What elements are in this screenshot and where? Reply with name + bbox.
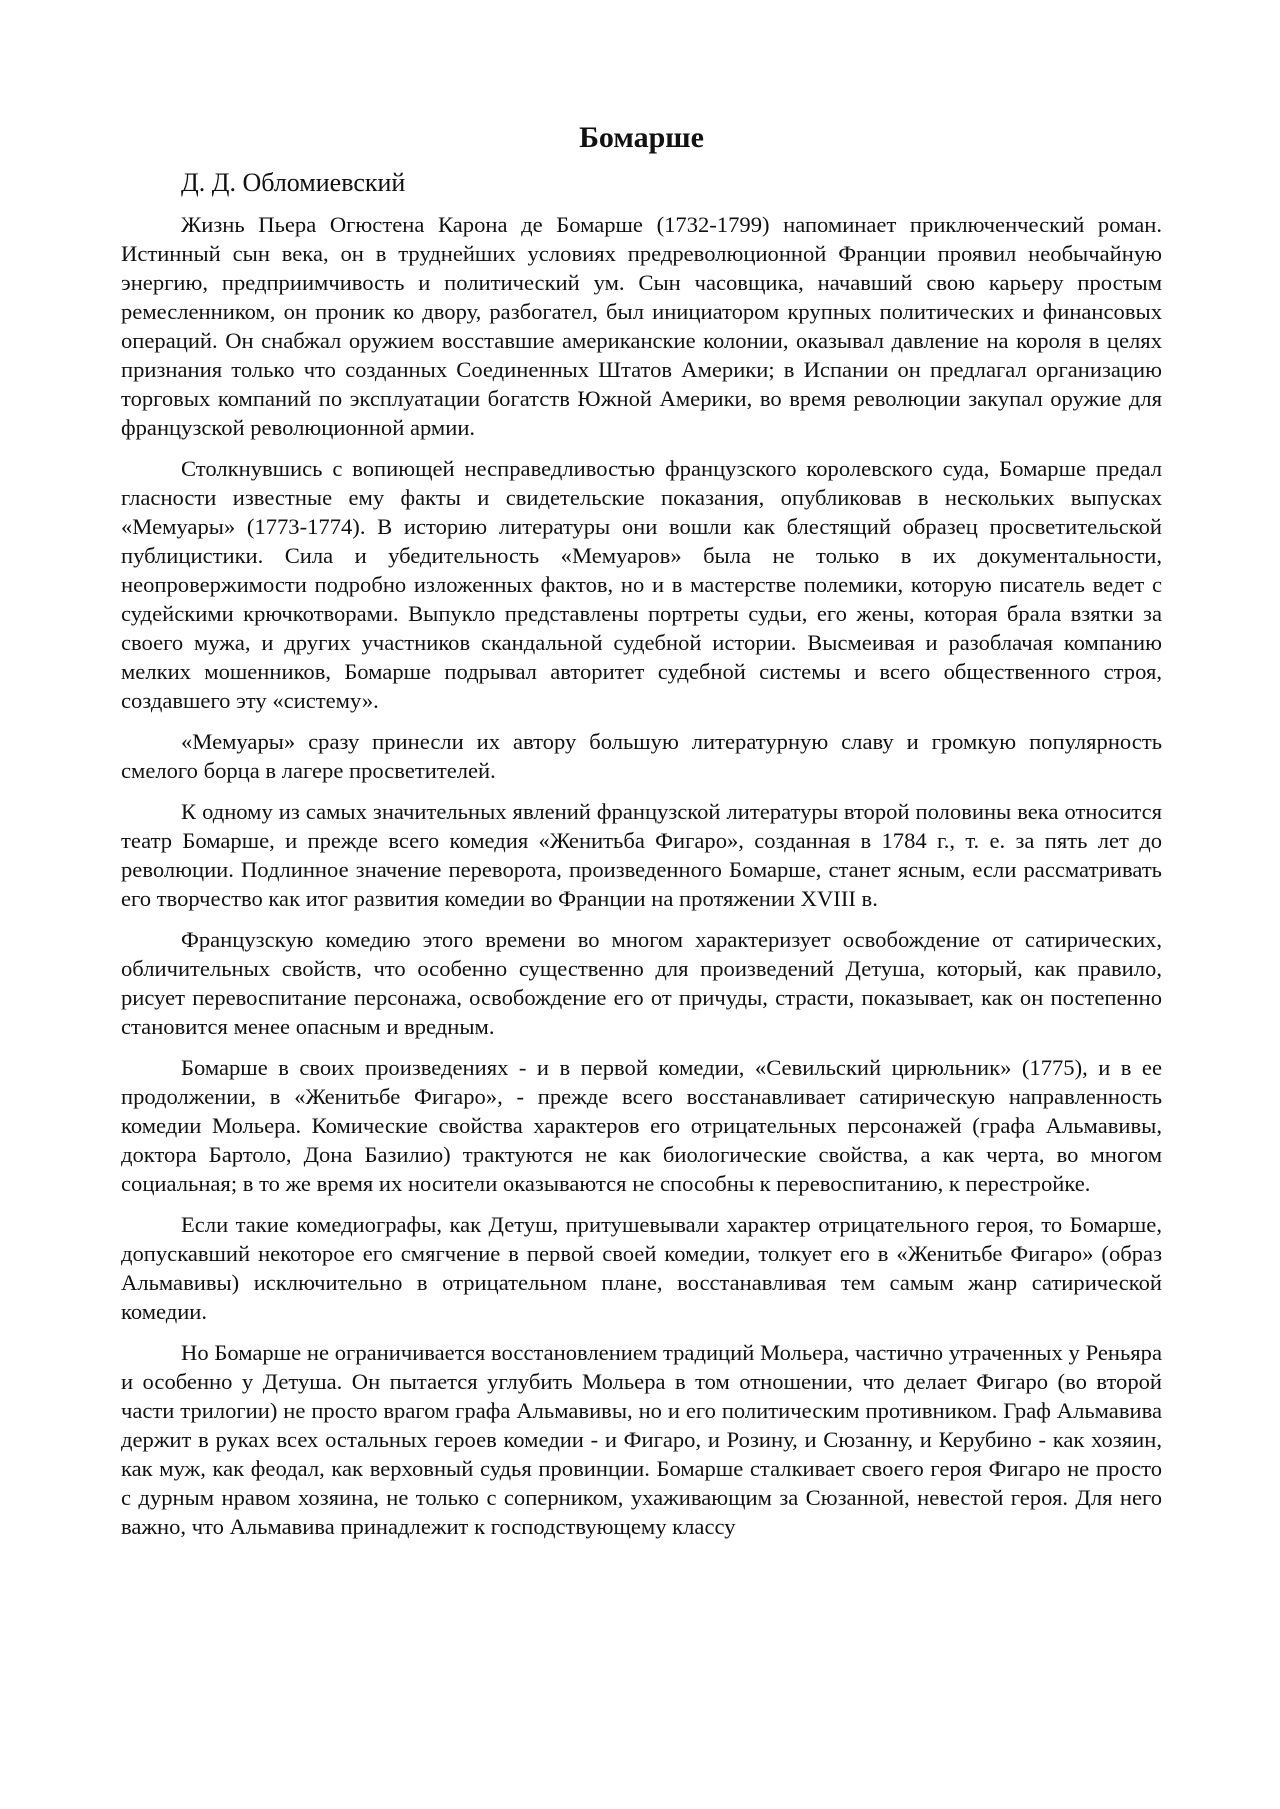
paragraph-7: Если такие комедиографы, как Детуш, притушевывали характер отрицательного героя, то Бомарше, допускавший некоторое его смягчение в первой своей комедии, толкует его в «Женитьбе Фигаро» (образ Альмавивы) исключительно в отрицательном плане, восстанавливая тем самым жанр сатирической комедии. [121,1212,1162,1324]
document-page [121,118,1162,1553]
paragraph-1: Жизнь Пьера Огюстена Карона де Бомарше (1732-1799) напоминает приключенческий роман. Истинный сын века, он в труднейших условиях предреволюционной Франции проявил необычайную энергию, предприимчивость и политический ум. Сын часовщика, начавший свою карьеру простым ремесленником, он проник ко двору, разбогател, был инициатором крупных политических и финансовых операций. Он снабжал оружием восставшие американские колонии, оказывал давление на короля в целях признания только что созданных Соединенных Штатов Америки; в Испании он предлагал организацию торговых компаний по эксплуатации богатств Южной Америки, во время революции закупал оружие для французской революционной армии. [121,212,1162,440]
paragraph-5: Французскую комедию этого времени во многом характеризует освобождение от сатирических, обличительных свойств, что особенно существенно для произведений Детуша, который, как правило, рисует перевоспитание персонажа, освобождение его от причуды, страсти, показывает, как он постепенно становится менее опасным и вредным. [121,927,1162,1039]
document-title: Бомарше [579,121,704,154]
paragraph-2: Столкнувшись с вопиющей несправедливостью французского королевского суда, Бомарше предал гласности известные ему факты и свидетельские показания, опубликовав в нескольких выпусках «Мемуары» (1773-1774). В историю литературы они вошли как блестящий образец просветительской публицистики. Сила и убедительность «Мемуаров» была не только в их документальности, неопровержимости подробно изложенных фактов, но и в мастерстве полемики, которую писатель ведет с судейскими крючкотворами. Выпукло представлены портреты судьи, его жены, которая брала взятки за своего мужа, и других участников скандальной судебной истории. Высмеивая и разоблачая компанию мелких мошенников, Бомарше подрывал авторитет судебной системы и всего общественного строя, создавшего эту «систему». [121,456,1162,713]
paragraph-6: Бомарше в своих произведениях - и в первой комедии, «Севильский цирюльник» (1775), и в ее продолжении, в «Женитьбе Фигаро», - прежде всего восстанавливает сатирическую направленность комедии Мольера. Комические свойства характеров его отрицательных персонажей (графа Альмавивы, доктора Бартоло, Дона Базилио) трактуются не как биологические свойства, а как черта, во многом социальная; в то же время их носители оказываются не способны к перевоспитанию, к перестройке. [121,1055,1162,1196]
paragraph-8: Но Бомарше не ограничивается восстановлением традиций Мольера, частично утраченных у Реньяра и особенно у Детуша. Он пытается углубить Мольера в том отношении, что делает Фигаро (во второй части трилогии) не просто врагом графа Альмавивы, но и его политическим противником. Граф Альмавива держит в руках всех остальных героев комедии - и Фигаро, и Розину, и Сюзанну, и Керубино - как хозяин, как муж, как феодал, как верховный судья провинции. Бомарше сталкивает своего героя Фигаро не просто с дурным нравом хозяина, не только с соперником, ухаживающим за Сюзанной, невестой героя. Для него важно, что Альмавива принадлежит к господствующему классу [121,1340,1162,1539]
paragraph-4: К одному из самых значительных явлений французской литературы второй половины века относится театр Бомарше, и прежде всего комедия «Женитьба Фигаро», созданная в 1784 г., т. е. за пять лет до революции. Подлинное значение переворота, произведенного Бомарше, станет ясным, если рассматривать его творчество как итог развития комедии во Франции на протяжении XVIII в. [121,799,1162,911]
paragraph-3: «Мемуары» сразу принесли их автору большую литературную славу и громкую популярность смелого борца в лагере просветителей. [121,729,1162,783]
document-author: Д. Д. Обломиевский [181,168,406,197]
